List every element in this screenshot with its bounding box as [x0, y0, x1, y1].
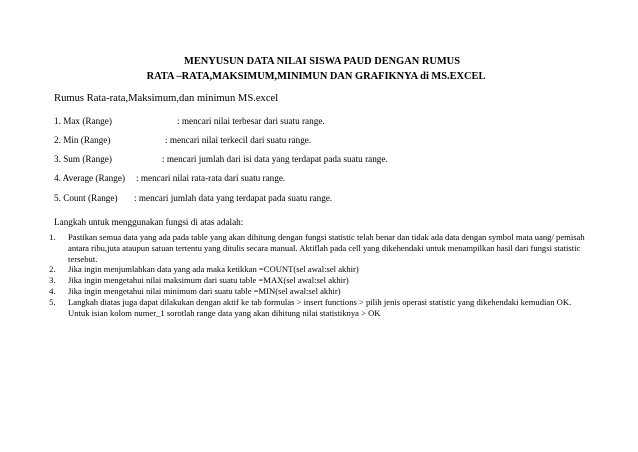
steps-heading: Langkah untuk menggunakan fungsi di atas adalah:	[54, 217, 244, 227]
formula-description: : mencari nilai terbesar dari suatu range.	[177, 116, 325, 126]
step-text: Langkah diatas juga dapat dilakukan dengan aktif ke tab formulas > insert functions > pilih jenis operasi statistic yang dikehendaki kemudian OK. Untuk isian kolom numer_1 sorotlah range data yang akan dihitung nilai statistiknya > OK	[68, 296, 572, 318]
list-item	[49, 275, 594, 286]
list-item	[49, 296, 594, 319]
list-item	[49, 285, 594, 297]
formula-description: : mencari jumlah dari isi data yang terdapat pada suatu range.	[162, 154, 388, 164]
step-text: Jika ingin mengetahui nilai minimum dari suatu table =MIN(sel awal:sel akhir)	[68, 285, 341, 296]
step-number: 2.	[49, 264, 56, 275]
formula-name: 3. Sum (Range)	[54, 154, 112, 164]
formula-description: : mencari jumlah data yang terdapat pada suatu range.	[134, 193, 333, 203]
formula-description: : mencari nilai terkecil dari suatu range.	[165, 135, 312, 145]
list-item	[49, 232, 594, 264]
formula-description: : mencari nilai rata-rata dari suatu range.	[136, 173, 286, 183]
formula-row-min	[54, 134, 312, 146]
document-title-line-1: MENYUSUN DATA NILAI SISWA PAUD DENGAN RUMUS	[184, 56, 460, 67]
formula-name: 2. Min (Range)	[54, 135, 111, 145]
list-item	[49, 264, 594, 275]
formula-name: 1. Max (Range)	[54, 116, 112, 126]
step-number: 5.	[49, 296, 56, 307]
formula-row-sum	[54, 153, 388, 165]
step-text: Pastikan semua data yang ada pada table yang akan dihitung dengan fungsi statistic telah benar dan tidak ada data dengan symbol mata uang/ pemisah antara ribu,juta ataupun satuan tertentu yang ditulis secara manual. Aktiflah pada cell yang dikehendaki untuk menampilkan hasil dari fungsi statistic tersebut.	[68, 232, 585, 264]
formula-row-average	[54, 172, 286, 184]
step-number: 3.	[49, 275, 56, 286]
step-text: Jika ingin menjumlahkan data yang ada maka ketikkan =COUNT(sel awal:sel akhir)	[68, 264, 359, 275]
document-title-line-2: RATA –RATA,MAKSIMUM,MINIMUN DAN GRAFIKNYA di MS.EXCEL	[146, 71, 486, 82]
formula-row-count	[54, 192, 333, 204]
formula-name: 5. Count (Range)	[54, 193, 118, 203]
formulas-subheading: Rumus Rata-rata,Maksimum,dan minimun MS.excel	[54, 93, 279, 104]
step-number: 4.	[49, 285, 56, 296]
formula-row-max	[54, 115, 325, 127]
formula-name: 4. Average (Range)	[54, 173, 125, 183]
steps-list	[49, 232, 594, 318]
step-number: 1.	[49, 232, 56, 242]
step-text: Jika ingin mengetahui nilai maksimum dari suatu table =MAX(sel awal:sel akhir)	[68, 275, 349, 286]
